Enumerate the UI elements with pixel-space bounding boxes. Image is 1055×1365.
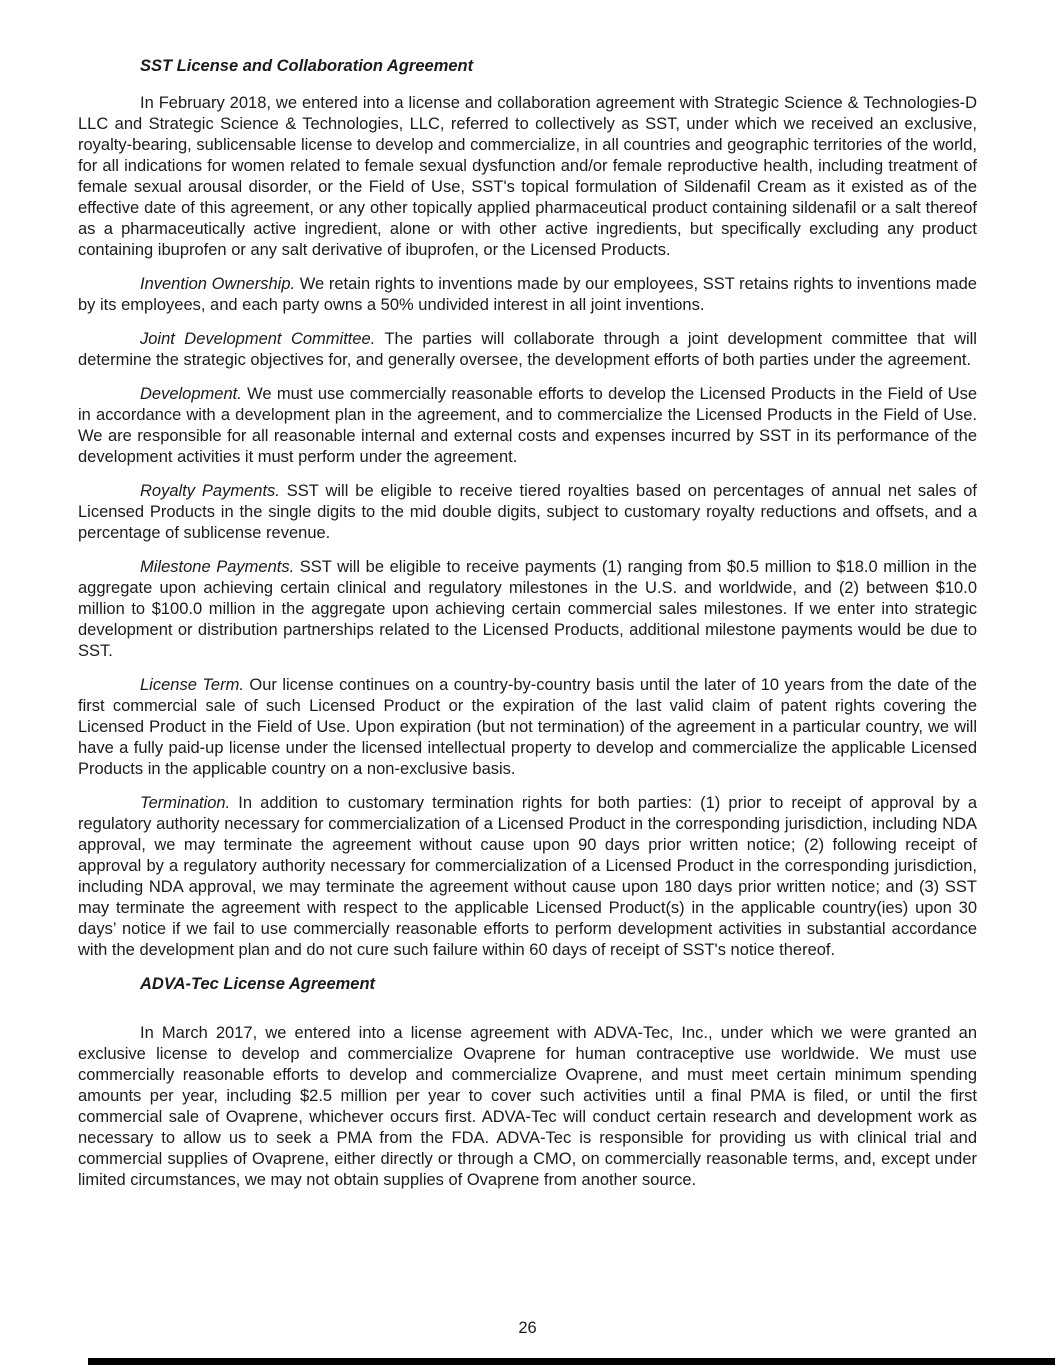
paragraph-royalty-payments — [78, 481, 977, 544]
paragraph-lead: Invention Ownership. — [140, 275, 296, 293]
bottom-edge-bar — [88, 1358, 1055, 1365]
paragraph-text: Our license continues on a country-by-country basis until the later of 10 years from the date of the first commercial sale of such Licensed Product or the expiration of the last valid claim of patent rights covering the Licensed Product in the Field of Use. Upon expiration (but not termination) of the agreement in a particular country, we will have a fully paid-up license under the licensed intellectual property to develop and commercialize the applicable Licensed Products in the applicable country on a non-exclusive basis. — [78, 676, 977, 778]
paragraph-lead: Development. — [140, 385, 242, 403]
paragraph-text: SST will be eligible to receive tiered royalties based on percentages of annual net sales of Licensed Products in the single digits to the mid double digits, subject to customary royalty reductions and offsets, and a percentage of sublicense revenue. — [78, 482, 977, 542]
paragraph-lead: Joint Development Committee. — [140, 330, 376, 348]
paragraph-lead: Termination. — [140, 794, 231, 812]
paragraph-lead: Royalty Payments. — [140, 482, 280, 500]
paragraph-license-term — [78, 675, 977, 780]
section-adva-tec-license — [78, 974, 977, 1191]
paragraph-lead: License Term. — [140, 676, 244, 694]
paragraph-text: We must use commercially reasonable efforts to develop the Licensed Products in the Field of Use in accordance with a development plan in the agreement, and to commercialize the Licensed Products in the Field of Use. We are responsible for all reasonable internal and external costs and expenses incurred by SST in its performance of the development activities it must perform under the agreement. — [78, 385, 977, 466]
section-heading-sst: SST License and Collaboration Agreement — [140, 57, 474, 75]
paragraph-text: SST will be eligible to receive payments (1) ranging from $0.5 million to $18.0 million in the aggregate upon achieving certain clinical and regulatory milestones in the U.S. and worldwide, and (2) between $10.0 million to $100.0 million in the aggregate upon achieving certain commercial sales milestones. If we enter into strategic development or distribution partnerships related to the Licensed Products, additional milestone payments would be due to SST. — [78, 558, 977, 660]
page-number: 26 — [518, 1319, 537, 1337]
paragraph-milestone-payments — [78, 557, 977, 662]
paragraph-text: We retain rights to inventions made by our employees, SST retains rights to inventions made by its employees, and each party owns a 50% undivided interest in all joint inventions. — [78, 275, 977, 314]
paragraph-lead: Milestone Payments. — [140, 558, 295, 576]
paragraph-text: The parties will collaborate through a joint development committee that will determine the strategic objectives for, and generally oversee, the development efforts of both parties under the agreement. — [78, 330, 977, 369]
paragraph-joint-development-committee — [78, 329, 977, 371]
paragraph-invention-ownership — [78, 274, 977, 316]
paragraph-text: In February 2018, we entered into a license and collaboration agreement with Strategic Science & Technologies-D LLC and Strategic Science & Technologies, LLC, referred to collectively as SST, under which we received an exclusive, royalty-bearing, sublicensable license to develop and commercialize, in all countries and geographic territories of the world, for all indications for women related to female sexual dysfunction and/or female reproductive health, including treatment of female sexual arousal disorder, or the Field of Use, SST's topical formulation of Sildenafil Cream as it existed as of the effective date of this agreement, or any other topically applied pharmaceutical product containing sildenafil or a salt thereof as a pharmaceutically active ingredient, alone or with other active ingredients, but specifically excluding any product containing ibuprofen or any salt derivative of ibuprofen, or the Licensed Products. — [78, 94, 977, 259]
paragraph-sst-intro — [78, 93, 977, 261]
paragraph-text: In March 2017, we entered into a license agreement with ADVA-Tec, Inc., under which we were granted an exclusive license to develop and commercialize Ovaprene for human contraceptive use worldwide. We must use commercially reasonable efforts to develop and commercialize Ovaprene, and must meet certain minimum spending amounts per year, including $2.5 million per year to cover such activities until a final PMA is filed, or until the first commercial sale of Ovaprene, whichever occurs first. ADVA-Tec will conduct certain research and development work as necessary to allow us to seek a PMA from the FDA. ADVA-Tec is responsible for providing us with clinical trial and commercial supplies of Ovaprene, either directly or through a CMO, on commercially reasonable terms, and, except under limited circumstances, we may not obtain supplies of Ovaprene from another source. — [78, 1024, 977, 1189]
paragraph-adva-tec-intro — [78, 1023, 977, 1191]
paragraph-termination — [78, 793, 977, 961]
paragraph-development — [78, 384, 977, 468]
paragraph-text: In addition to customary termination rights for both parties: (1) prior to receipt of approval by a regulatory authority necessary for commercialization of a Licensed Product in the corresponding jurisdiction, including NDA approval, we may terminate the agreement without cause upon 90 days prior written notice; (2) following receipt of approval by a regulatory authority necessary for commercialization of a Licensed Product in the corresponding jurisdiction, including NDA approval, we may terminate the agreement without cause upon 180 days prior written notice; and (3) SST may terminate the agreement with respect to the applicable Licensed Product(s) in the applicable country(ies) upon 30 days’ notice if we fail to use commercially reasonable efforts to perform development activities in substantial accordance with the development plan and do not cure such failure within 60 days of receipt of SST's notice thereof. — [78, 794, 977, 959]
section-heading-adva-tec: ADVA-Tec License Agreement — [140, 975, 376, 993]
section-sst-license — [78, 56, 977, 961]
